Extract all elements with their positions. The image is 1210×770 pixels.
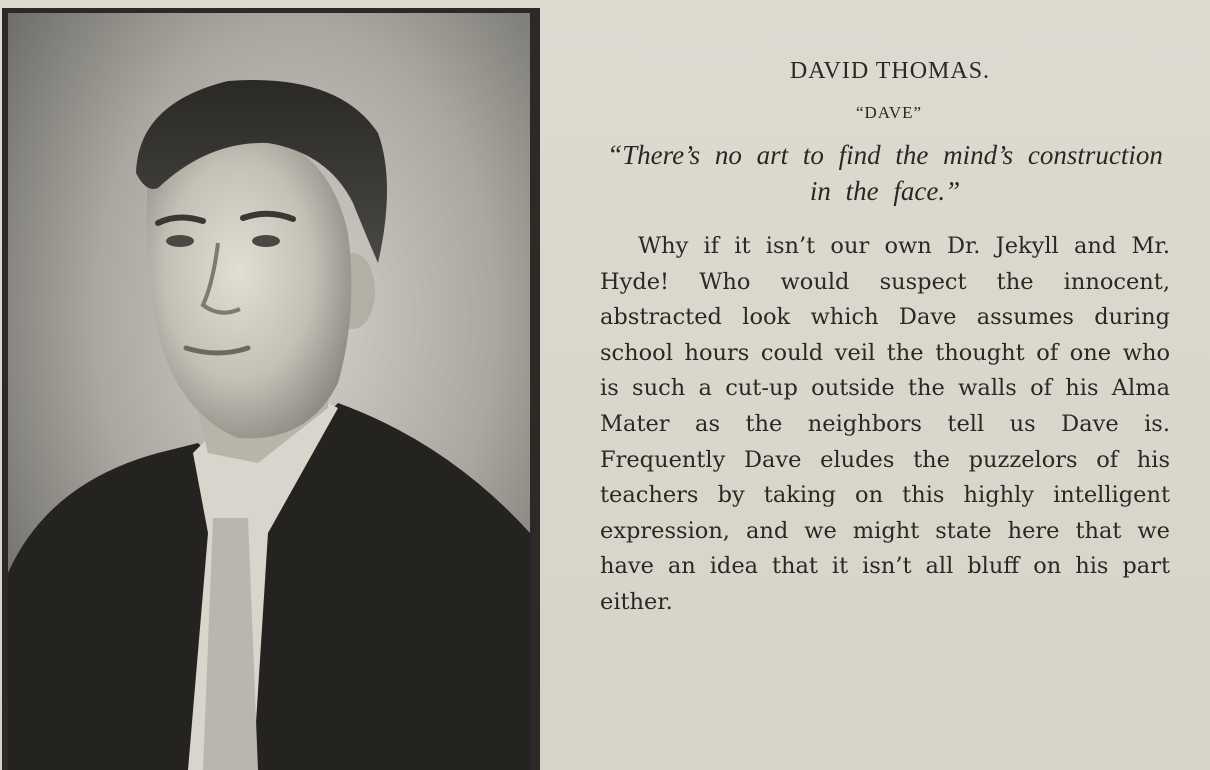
student-quote: “There’s no art to find the mind’s construction in the face.” [607,140,1163,206]
portrait-illustration [8,13,530,770]
portrait-photo [8,13,530,770]
biography-column [600,58,1170,621]
student-bio: Why if it isn’t our own Dr. Jekyll and Mr. Hyde! Who would suspect the innocent, abstracted look which Dave assumes during school hours could veil the thought of one who is such a cut-up outside the walls of his Alma Mater as the neighbors tell us Dave is. Frequently Dave eludes the puzzelors of his teachers by taking on this highly intelligent expression, and we might state here that we have an idea that it isn’t all bluff on his part either. [600,233,1170,615]
student-name: DAVID THOMAS. [789,58,991,84]
portrait-frame [2,8,540,770]
student-nickname: “DAVE” [855,103,923,122]
